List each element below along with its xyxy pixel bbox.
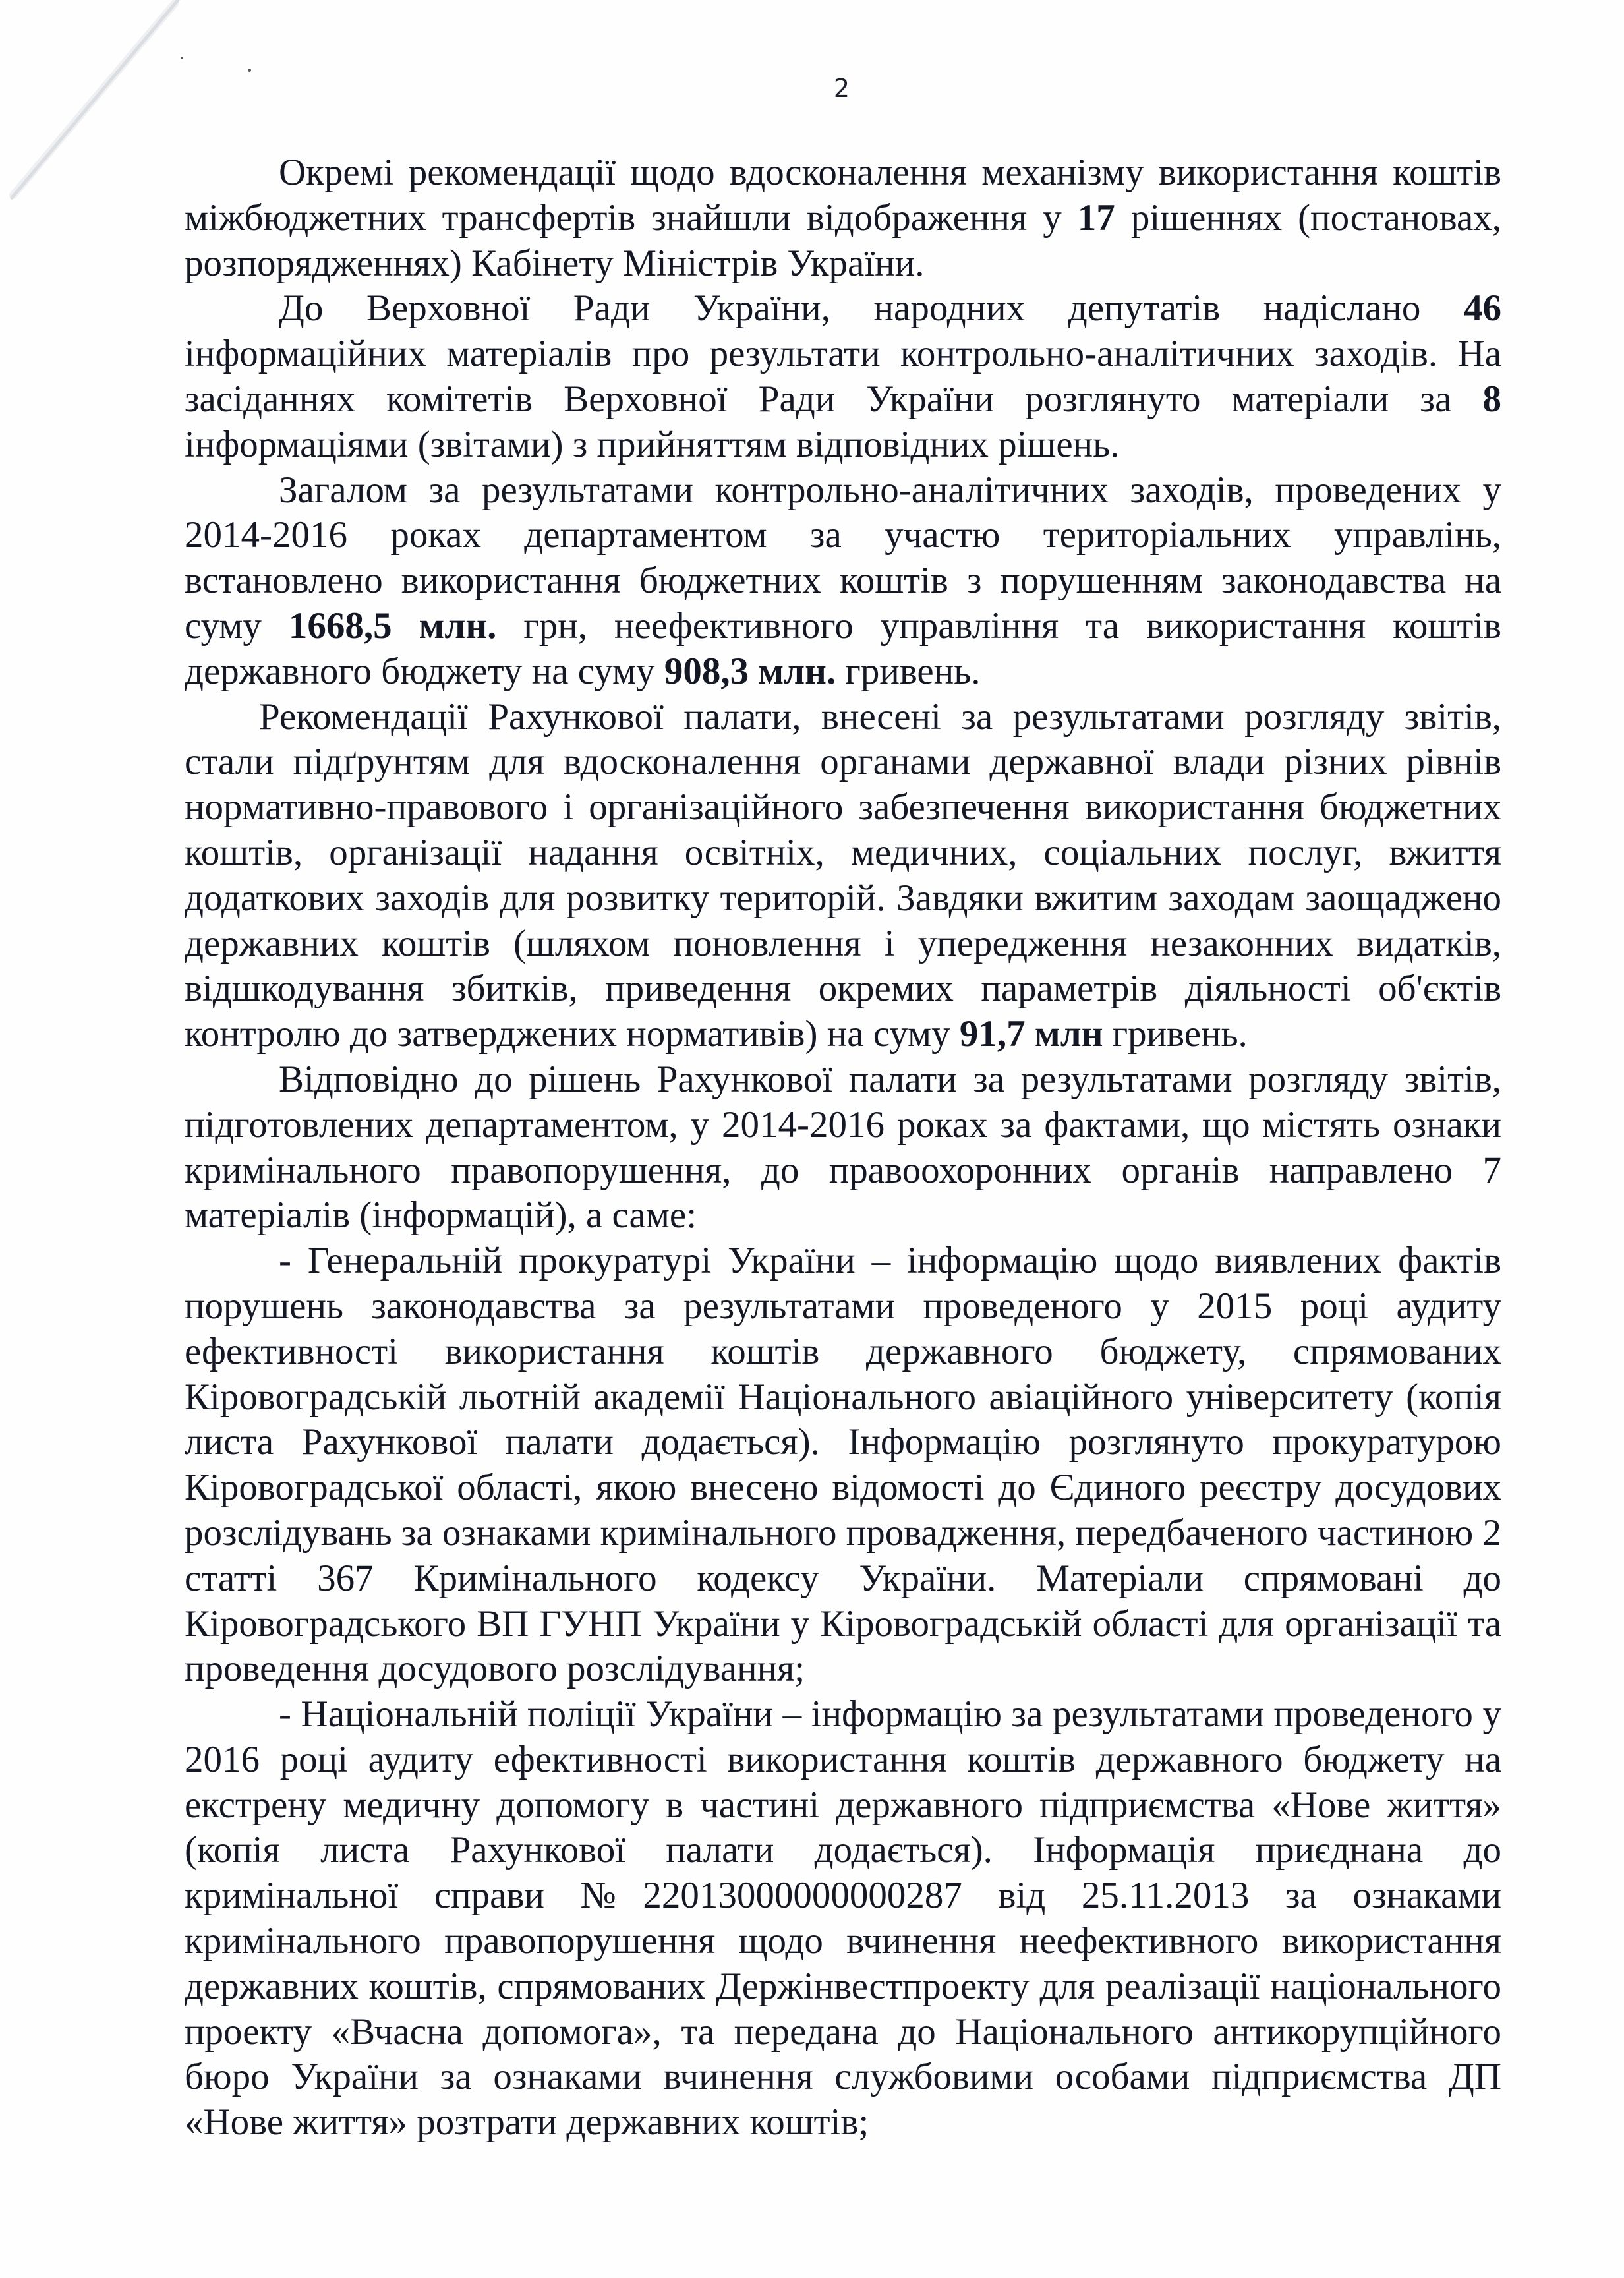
paragraph-violations-summary: [185, 468, 1501, 695]
paragraph-recommendations-cabinet: [185, 150, 1501, 286]
text-run: грн, неефективного управління та використання коштів державного бюджету на суму: [185, 604, 1501, 692]
text-run: Відповідно до рішень Рахункової палати за результатами розгляду звітів, підготовлених департаментом, у 2014-2016 роках за фактами, що містять ознаки кримінального правопорушення, до правоохоронних органів направлено 7 матеріалів (інформацій), а саме:: [185, 1058, 1501, 1237]
crease-shadow: [13, 3, 175, 195]
scan-speck: [181, 57, 183, 59]
text-run: - Генеральній прокуратурі України – інформацію щодо виявлених фактів порушень законодавства за результатами проведеного у 2015 році аудиту ефективності використання коштів державного бюджету, спрямованих Кіровоградській льотній академії Національного авіаційного університету (копія листа Рахункової палати додається). Інформацію розглянуто прокуратурою Кіровоградської області, якою внесено відомості до Єдиного реєстру досудових розслідувань за ознаками кримінального провадження, передбаченого частиною 2 статті 367 Кримінального кодексу України. Матеріали спрямовані до Кіровоградського ВП ГУНП України у Кіровоградській області для організації та проведення досудового розслідування;: [185, 1240, 1501, 1690]
emphasized-figure: 8: [1482, 378, 1501, 420]
list-item-national-police: [185, 1692, 1501, 2146]
paragraph-savings: [185, 695, 1501, 1057]
emphasized-figure: 908,3 млн.: [664, 650, 836, 692]
text-run: інформаціями (звітами) з прийняттям відповідних рішень.: [185, 423, 1120, 465]
text-run: До Верховної Ради України, народних депутатів надіслано: [279, 287, 1464, 330]
emphasized-figure: 1668,5 млн.: [288, 604, 497, 647]
page-number: 2: [833, 74, 850, 103]
text-run: Загалом за результатами контрольно-аналітичних заходів, проведених у 2014-2016 роках департаментом за участю територіальних управлінь, встановлено використання бюджетних коштів з порушенням законодавства на суму: [185, 469, 1501, 647]
text-run: гривень.: [1103, 1013, 1248, 1055]
text-run: - Національній поліції України – інформацію за результатами проведеного у 2016 році аудиту ефективності використання коштів державного бюджету на екстрену медичну допомогу в частині державного підприємства «Нове життя» (копія листа Рахункової палати додається). Інформація приєднана до кримінальної справи №22013000000000287 від 25.11.2013 за ознаками кримінального правопорушення щодо вчинення неефективного використання державних коштів, спрямованих Держінвестпроекту для реалізації національного проекту «Вчасна допомога», та передана до Національного антикорупційного бюро України за ознаками вчинення службовими особами підприємства ДП «Нове життя» розтрати державних коштів;: [185, 1693, 1501, 2144]
list-item-prosecutor-general: [185, 1239, 1501, 1692]
text-run: гривень.: [836, 650, 981, 692]
text-run: Рекомендації Рахункової палати, внесені за результатами розгляду звітів, стали підґрунтям для вдосконалення органами державної влади різних рівнів нормативно-правового і організаційного забезпечення використання бюджетних коштів, організації надання освітніх, медичних, соціальних послуг, вжиття додаткових заходів для розвитку територій. Завдяки вжитим заходам заощаджено державних коштів (шляхом поновлення і упередження незаконних видатків, відшкодування збитків, приведення окремих параметрів діяльності об'єктів контролю до затверджених нормативів) на суму: [185, 695, 1501, 1055]
emphasized-figure: 46: [1464, 287, 1501, 330]
scan-speck: [248, 69, 251, 72]
paragraph-verkhovna-rada: [185, 286, 1501, 467]
emphasized-figure: 17: [1077, 196, 1115, 239]
text-run: рішеннях (постановах, розпорядженнях) Кабінету Міністрів України.: [185, 196, 1501, 284]
text-run: Окремі рекомендації щодо вдосконалення механізму використання коштів міжбюджетних трансфертів знайшли відображення у: [185, 152, 1501, 239]
document-body: [185, 150, 1501, 2146]
emphasized-figure: 91,7 млн: [959, 1013, 1103, 1055]
crease-line: [12, 0, 178, 198]
text-run: інформаційних матеріалів про результати контрольно-аналітичних заходів. На засіданнях комітетів Верховної Ради України розглянуто матеріали за: [185, 333, 1501, 420]
paragraph-law-enforcement: [185, 1057, 1501, 1239]
